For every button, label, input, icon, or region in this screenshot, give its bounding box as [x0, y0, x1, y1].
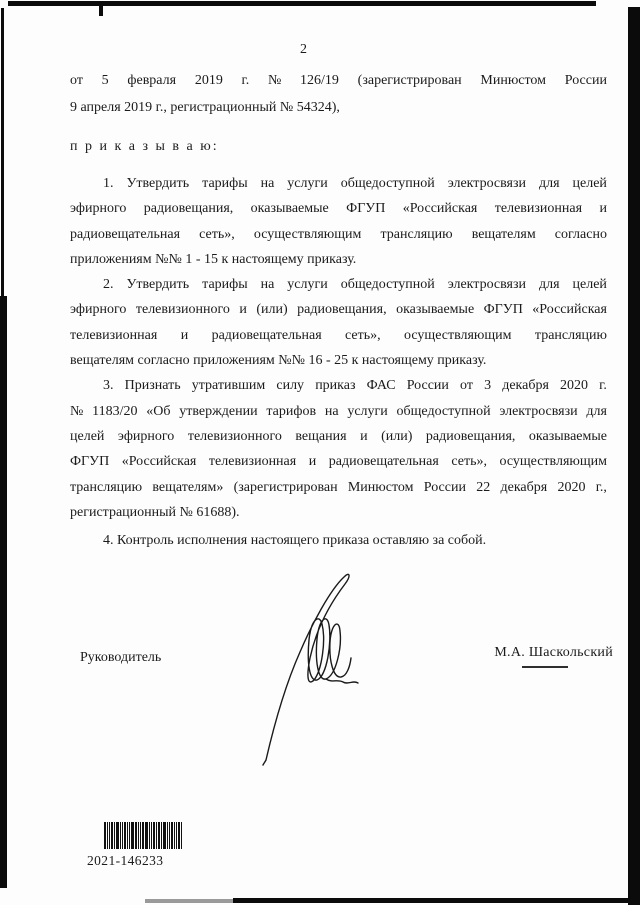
scan-mark-underline — [522, 666, 568, 668]
text-line: радиовещательная сеть», осуществляющим трансляцию вещателям согласно — [70, 226, 607, 242]
document-number: 2021-146233 — [87, 853, 164, 868]
intro-paragraph — [70, 68, 607, 122]
text-line: эфирного радиовещания, оказываемые ФГУП «Российская телевизионная и — [70, 201, 607, 217]
paragraph-4 — [70, 528, 607, 553]
text-line: трансляцию вещателям» (зарегистрирован Минюстом России 22 декабря 2020 г., — [70, 479, 607, 495]
scan-edge-top-tick — [99, 6, 103, 16]
paragraph-3 — [70, 373, 607, 525]
text-line: 2. Утвердить тарифы на услуги общедоступной электросвязи для целей — [103, 277, 607, 293]
signatory-name: М.А. Шаскольский — [494, 645, 613, 660]
text-line: телевизионная и радиовещательная сеть», осуществляющим трансляцию — [70, 327, 607, 343]
decree-word: п р и к а з ы в а ю: — [70, 139, 219, 154]
text-line: вещателям согласно приложениям №№ 16 - 25 к настоящему приказу. — [70, 353, 487, 369]
barcode — [104, 822, 182, 849]
text-line: эфирного телевизионного и (или) радиовещания, оказываемые ФГУП «Российская — [70, 302, 607, 318]
text-line: 3. Признать утратившим силу приказ ФАС России от 3 декабря 2020 г. — [103, 378, 607, 394]
scan-edge-right — [628, 7, 640, 905]
scan-edge-bottom-gray — [145, 899, 235, 903]
text-line: 1. Утвердить тарифы на услуги общедоступной электросвязи для целей — [103, 176, 607, 191]
text-line: приложениям №№ 1 - 15 к настоящему приказу. — [70, 251, 357, 267]
text-line: № 1183/20 «Об утверждении тарифов на услуги общедоступной электросвязи для — [70, 403, 607, 419]
scan-edge-left-lower — [0, 296, 7, 888]
scan-edge-top — [8, 1, 596, 6]
text-line: регистрационный № 61688). — [70, 504, 240, 520]
text-line: 9 апреля 2019 г., регистрационный № 54324), — [70, 100, 340, 116]
text-line: целей эфирного телевизионного вещания и (или) радиовещания, оказываемые — [70, 428, 607, 444]
paragraph-2 — [70, 272, 607, 373]
signature-image — [226, 566, 361, 766]
order-body — [70, 171, 607, 553]
text-line: 4. Контроль исполнения настоящего приказа оставляю за собой. — [103, 533, 487, 549]
text-line: от 5 февраля 2019 г. № 126/19 (зарегистрирован Минюстом России — [70, 73, 607, 88]
scan-edge-bottom — [233, 898, 640, 903]
page-number: 2 — [300, 42, 307, 57]
signatory-title: Руководитель — [80, 650, 162, 665]
text-line: ФГУП «Российская телевизионная и радиовещательная сеть», осуществляющим — [70, 454, 607, 470]
paragraph-1 — [70, 171, 607, 272]
